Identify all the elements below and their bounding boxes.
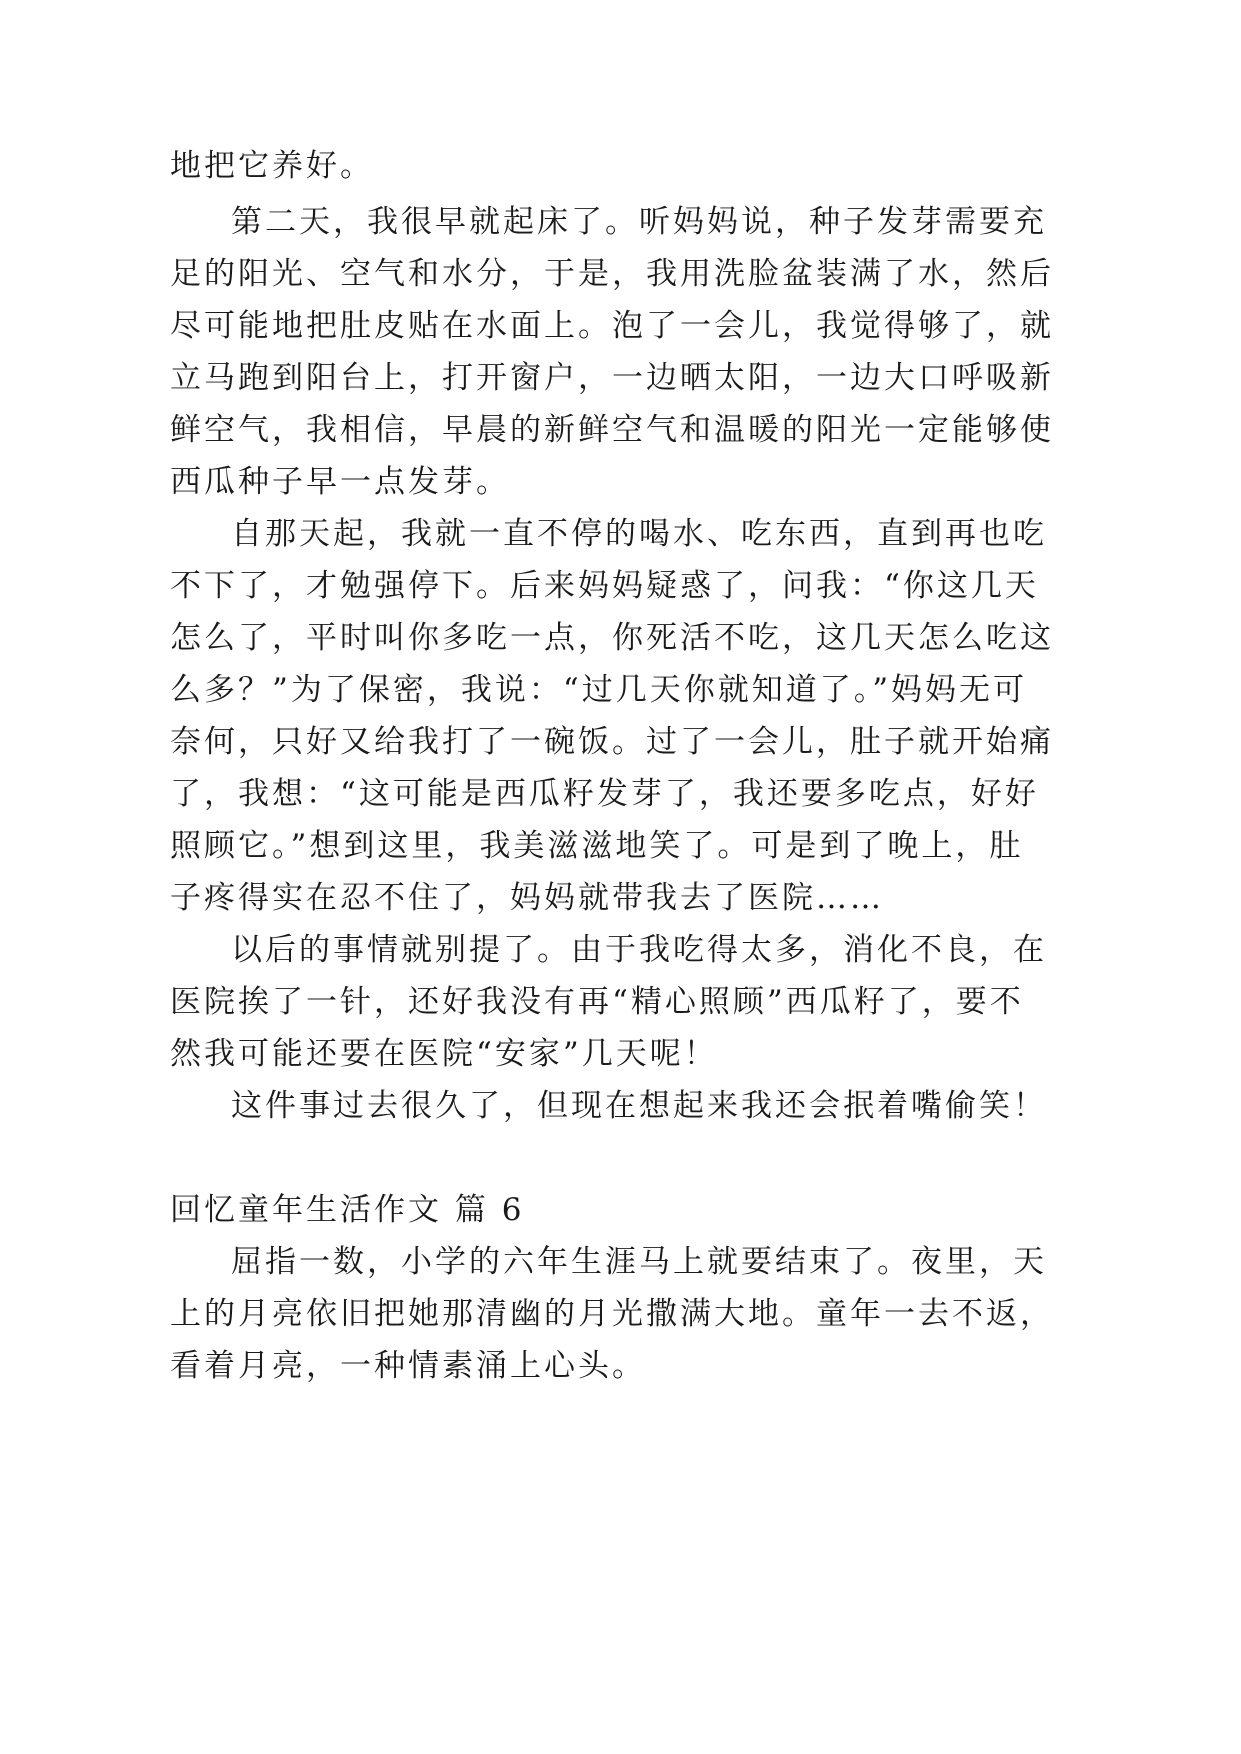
paragraph-first-line: 这件事过去很久了，但现在想起来我还会抿着嘴偷笑！ [231,1088,1047,1124]
text-line: 西瓜种子早一点发芽。 [170,464,510,500]
text-line: 立马跑到阳台上，打开窗户，一边晒太阳，一边大口呼吸新 [170,360,1054,396]
text-line: 子疼得实在忍不住了，妈妈就带我去了医院…… [170,880,884,916]
paragraph-first-line: 自那天起，我就一直不停的喝水、吃东西，直到再也吃 [231,516,1047,552]
text-line: 不下了，才勉强停下。后来妈妈疑惑了，问我：“你这几天 [170,568,1039,604]
text-line: 奈何，只好又给我打了一碗饭。过了一会儿，肚子就开始痛 [170,724,1054,760]
text-line: 么多？”为了保密，我说：“过几天你就知道了。”妈妈无可 [170,672,1028,708]
section-heading: 回忆童年生活作文 篇 6 [170,1192,525,1228]
text-line: 怎么了，平时叫你多吃一点，你死活不吃，这几天怎么吃这 [170,620,1054,656]
text-line: 地把它养好。 [170,148,374,184]
text-line: 了，我想：“这可能是西瓜籽发芽了，我还要多吃点，好好 [170,776,1039,812]
text-line: 然我可能还要在医院“安家”几天呢！ [170,1036,718,1072]
text-line: 看着月亮，一种情素涌上心头。 [170,1348,646,1384]
paragraph-first-line: 第二天，我很早就起床了。听妈妈说，种子发芽需要充 [231,204,1047,240]
text-line: 医院挨了一针，还好我没有再“精心照顾”西瓜籽了，要不 [170,984,1024,1020]
text-line: 尽可能地把肚皮贴在水面上。泡了一会儿，我觉得够了，就 [170,308,1054,344]
text-line: 足的阳光、空气和水分，于是，我用洗脸盆装满了水，然后 [170,256,1054,292]
paragraph-first-line: 以后的事情就别提了。由于我吃得太多，消化不良，在 [231,932,1047,968]
paragraph-first-line: 屈指一数，小学的六年生涯马上就要结束了。夜里，天 [231,1244,1047,1280]
text-line: 鲜空气，我相信，早晨的新鲜空气和温暖的阳光一定能够使 [170,412,1054,448]
text-line: 上的月亮依旧把她那清幽的月光撒满大地。童年一去不返， [170,1296,1054,1332]
text-line: 照顾它。”想到这里，我美滋滋地笑了。可是到了晚上，肚 [170,828,1024,864]
